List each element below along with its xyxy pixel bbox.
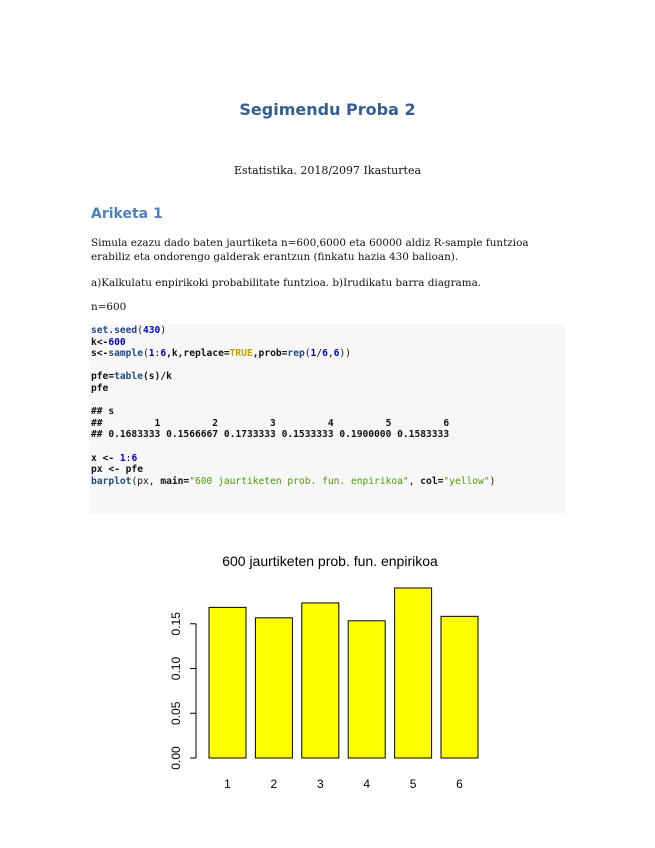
- code-token: table: [114, 371, 143, 383]
- document-subtitle: Estatistika. 2018/2097 Ikasturtea: [233, 164, 422, 177]
- x-tick-label: 2: [270, 777, 278, 791]
- code-token: x <-: [91, 452, 120, 464]
- code-token: rep: [287, 348, 305, 360]
- code-token: pfe=: [91, 371, 115, 383]
- code-token: col=: [420, 475, 444, 487]
- code-token: )): [339, 348, 351, 360]
- code-token: s<-: [91, 348, 109, 360]
- code-token: :: [125, 452, 132, 464]
- code-token: TRUE: [229, 348, 253, 360]
- y-tick-label: 0.10: [169, 656, 183, 681]
- code-line: [91, 395, 563, 407]
- code-line: [91, 360, 563, 372]
- code-token: 1: [148, 348, 155, 360]
- code-token: sample: [108, 348, 143, 360]
- code-line: [91, 348, 563, 360]
- y-axis: [169, 612, 196, 770]
- code-token: px <- pfe: [91, 464, 143, 476]
- code-line: [91, 383, 563, 395]
- code-token: (px,: [131, 475, 161, 487]
- code-token: k<-: [91, 336, 109, 348]
- code-token: 600: [108, 336, 126, 348]
- r-code-block: [89, 324, 565, 514]
- bar-6: [441, 616, 478, 758]
- code-token: main=: [160, 475, 190, 487]
- code-line: [91, 476, 563, 488]
- bar-5: [395, 588, 432, 758]
- code-token: ,prob=: [252, 348, 288, 360]
- code-token: barplot: [91, 475, 132, 487]
- code-line: [91, 441, 563, 453]
- code-token: pfe: [91, 382, 109, 394]
- x-tick-label: 5: [409, 777, 417, 791]
- code-token: ): [160, 325, 167, 336]
- code-line: [91, 418, 563, 430]
- code-token: 430: [143, 325, 161, 336]
- y-tick-label: 0.05: [169, 701, 183, 725]
- bar-chart: [160, 540, 500, 810]
- code-token: 6: [160, 348, 167, 360]
- code-token: ## 1 2 3 4 5 6: [91, 417, 450, 429]
- code-line: [91, 406, 563, 418]
- bar-4: [348, 621, 385, 758]
- section-heading: Ariketa 1: [91, 206, 163, 222]
- document-title: Segimendu Proba 2: [239, 100, 416, 119]
- code-line: [91, 464, 563, 476]
- code-line: [91, 325, 563, 337]
- x-tick-label: 1: [224, 777, 231, 791]
- code-token: ): [489, 475, 496, 487]
- exercise-tasks: a)Kalkulatu enpirikoki probabilitate funtzioa. b)Irudikatu barra diagrama.: [91, 277, 482, 289]
- x-tick-label: 4: [363, 777, 371, 791]
- code-token: /: [316, 348, 323, 360]
- x-tick-label: 3: [316, 777, 324, 791]
- exercise-description: Simula ezazu dado baten jaurtiketa n=600,6000 eta 60000 aldiz R-sample funtzioa erabiliz eta ondorengo galderak erantzun (finkatu hazia 430 balioan).: [91, 237, 529, 263]
- code-token: 1: [310, 348, 317, 360]
- code-token: 6: [333, 348, 340, 360]
- y-tick-label: 0.00: [169, 746, 183, 770]
- code-token: "yellow": [443, 475, 490, 487]
- code-token: ,: [327, 348, 334, 360]
- y-tick-label: 0.15: [169, 612, 183, 636]
- code-token: 6: [131, 452, 138, 464]
- code-token: (: [142, 348, 149, 360]
- code-line: [91, 429, 563, 441]
- x-tick-label: 6: [456, 777, 463, 791]
- code-token: (: [304, 348, 311, 360]
- code-token: ,k,replace=: [166, 348, 230, 360]
- bar-1: [209, 607, 246, 758]
- bar-3: [302, 603, 339, 758]
- code-token: ## 0.1683333 0.1566667 0.1733333 0.1533333 0.1900000 0.1583333: [91, 429, 450, 441]
- code-line: [91, 371, 563, 383]
- x-tick-labels: [224, 777, 463, 791]
- code-token: set.seed: [91, 325, 138, 336]
- code-line: [91, 453, 563, 465]
- code-token: 1: [119, 452, 126, 464]
- code-token: ,: [408, 475, 421, 487]
- code-token: :: [154, 348, 161, 360]
- code-token: ## s: [91, 406, 115, 418]
- bars-group: [209, 588, 478, 758]
- code-line: [91, 337, 563, 349]
- code-token: (s)/k: [143, 371, 172, 383]
- code-token: 6: [322, 348, 328, 360]
- code-token: "600 jaurtiketen prob. fun. enpirikoa": [189, 475, 409, 487]
- bar-2: [255, 618, 292, 758]
- code-token: (: [137, 325, 143, 336]
- chart-title: 600 jaurtiketen prob. fun. enpirikoa: [222, 553, 438, 569]
- sample-size-label: n=600: [91, 301, 127, 313]
